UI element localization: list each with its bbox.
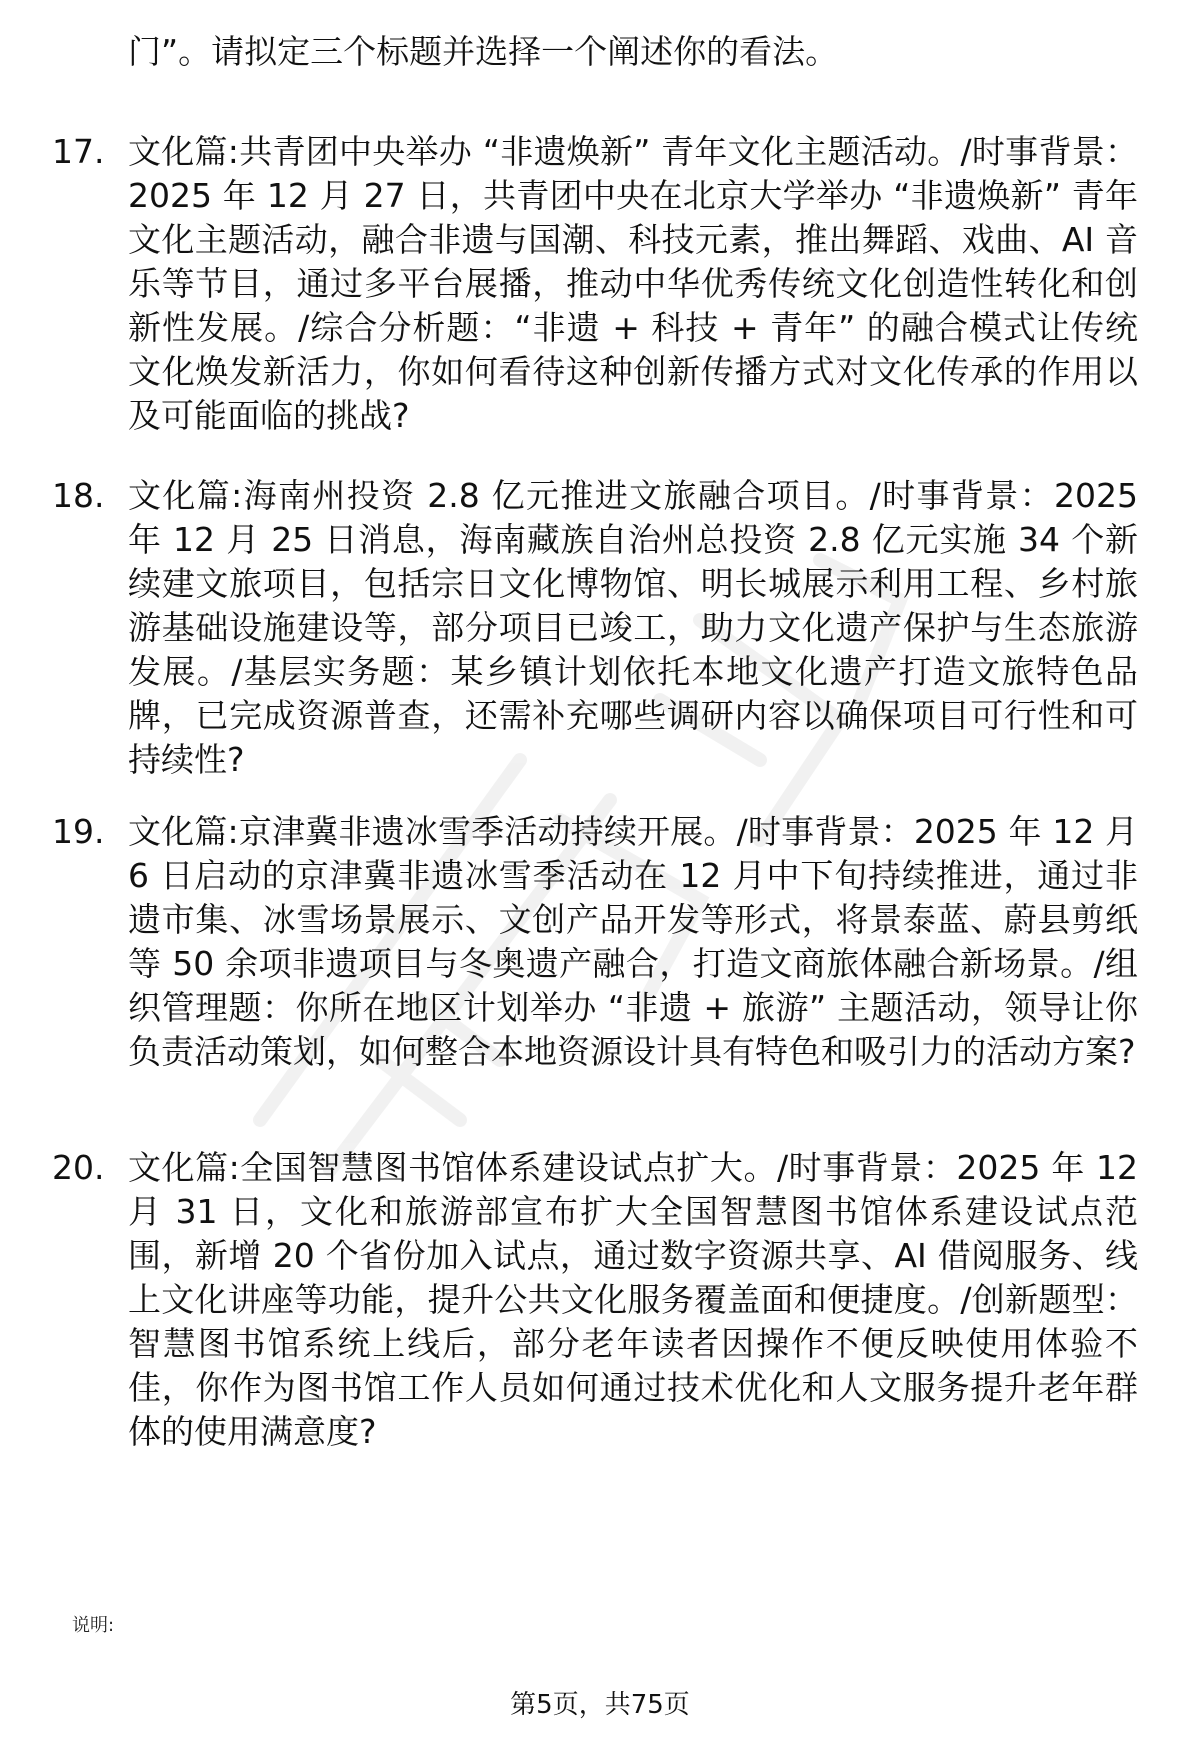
page-footer: 第5页，共75页 — [510, 1690, 690, 1720]
note-label: 说明: — [72, 1615, 115, 1636]
question-text: 文化篇:全国智慧图书馆体系建设试点扩大。/时事背景：2025 年 12 月 31 日，文化和旅游部宣布扩大全国智慧图书馆体系建设试点范围，新增 20 个省份加入试点，通过数字资源共享、AI 借阅服务、线上文化讲座等功能，提升公共文化服务覆盖面和便捷度。/创新题型：智慧图书馆系统上线后，部分老年读者因操作不便反映使用体验不佳，你作为图书馆工作人员如何通过技术优化和人文服务提升老年群体的使用满意度? — [128, 1148, 1138, 1451]
question-number: 19. — [52, 812, 105, 851]
question-text: 文化篇:海南州投资 2.8 亿元推进文旅融合项目。/时事背景：2025 年 12 月 25 日消息，海南藏族自治州总投资 2.8 亿元实施 34 个新续建文旅项目，包括宗日文化博物馆、明长城展示利用工程、乡村旅游基础设施建设等，部分项目已竣工，助力文化遗产保护与生态旅游发展。/基层实务题：某乡镇计划依托本地文化遗产打造文旅特色品牌，已完成资源普查，还需补充哪些调研内容以确保项目可行性和可持续性? — [128, 476, 1138, 779]
question-text: 文化篇:共青团中央举办 “非遗焕新” 青年文化主题活动。/时事背景：2025 年 12 月 27 日，共青团中央在北京大学举办 “非遗焕新” 青年文化主题活动，融合非遗与国潮、科技元素，推出舞蹈、戏曲、AI 音乐等节目，通过多平台展播，推动中华优秀传统文化创造性转化和创新性发展。/综合分析题：“非遗 + 科技 + 青年” 的融合模式让传统文化焕发新活力，你如何看待这种创新传播方式对文化传承的作用以及可能面临的挑战? — [128, 132, 1138, 435]
question-text: 文化篇:京津冀非遗冰雪季活动持续开展。/时事背景：2025 年 12 月 6 日启动的京津冀非遗冰雪季活动在 12 月中下旬持续推进，通过非遗市集、冰雪场景展示、文创产品开发等形式，将景泰蓝、蔚县剪纸等 50 余项非遗项目与冬奥遗产融合，打造文商旅体融合新场景。/组织管理题：你所在地区计划举办 “非遗 + 旅游” 主题活动，领导让你负责活动策划，如何整合本地资源设计具有特色和吸引力的活动方案? — [128, 812, 1138, 1071]
question-number: 17. — [52, 132, 105, 171]
question-number: 20. — [52, 1148, 105, 1187]
question-number: 18. — [52, 476, 105, 515]
continuation-text: 门”。请拟定三个标题并选择一个阐述你的看法。 — [128, 32, 839, 71]
